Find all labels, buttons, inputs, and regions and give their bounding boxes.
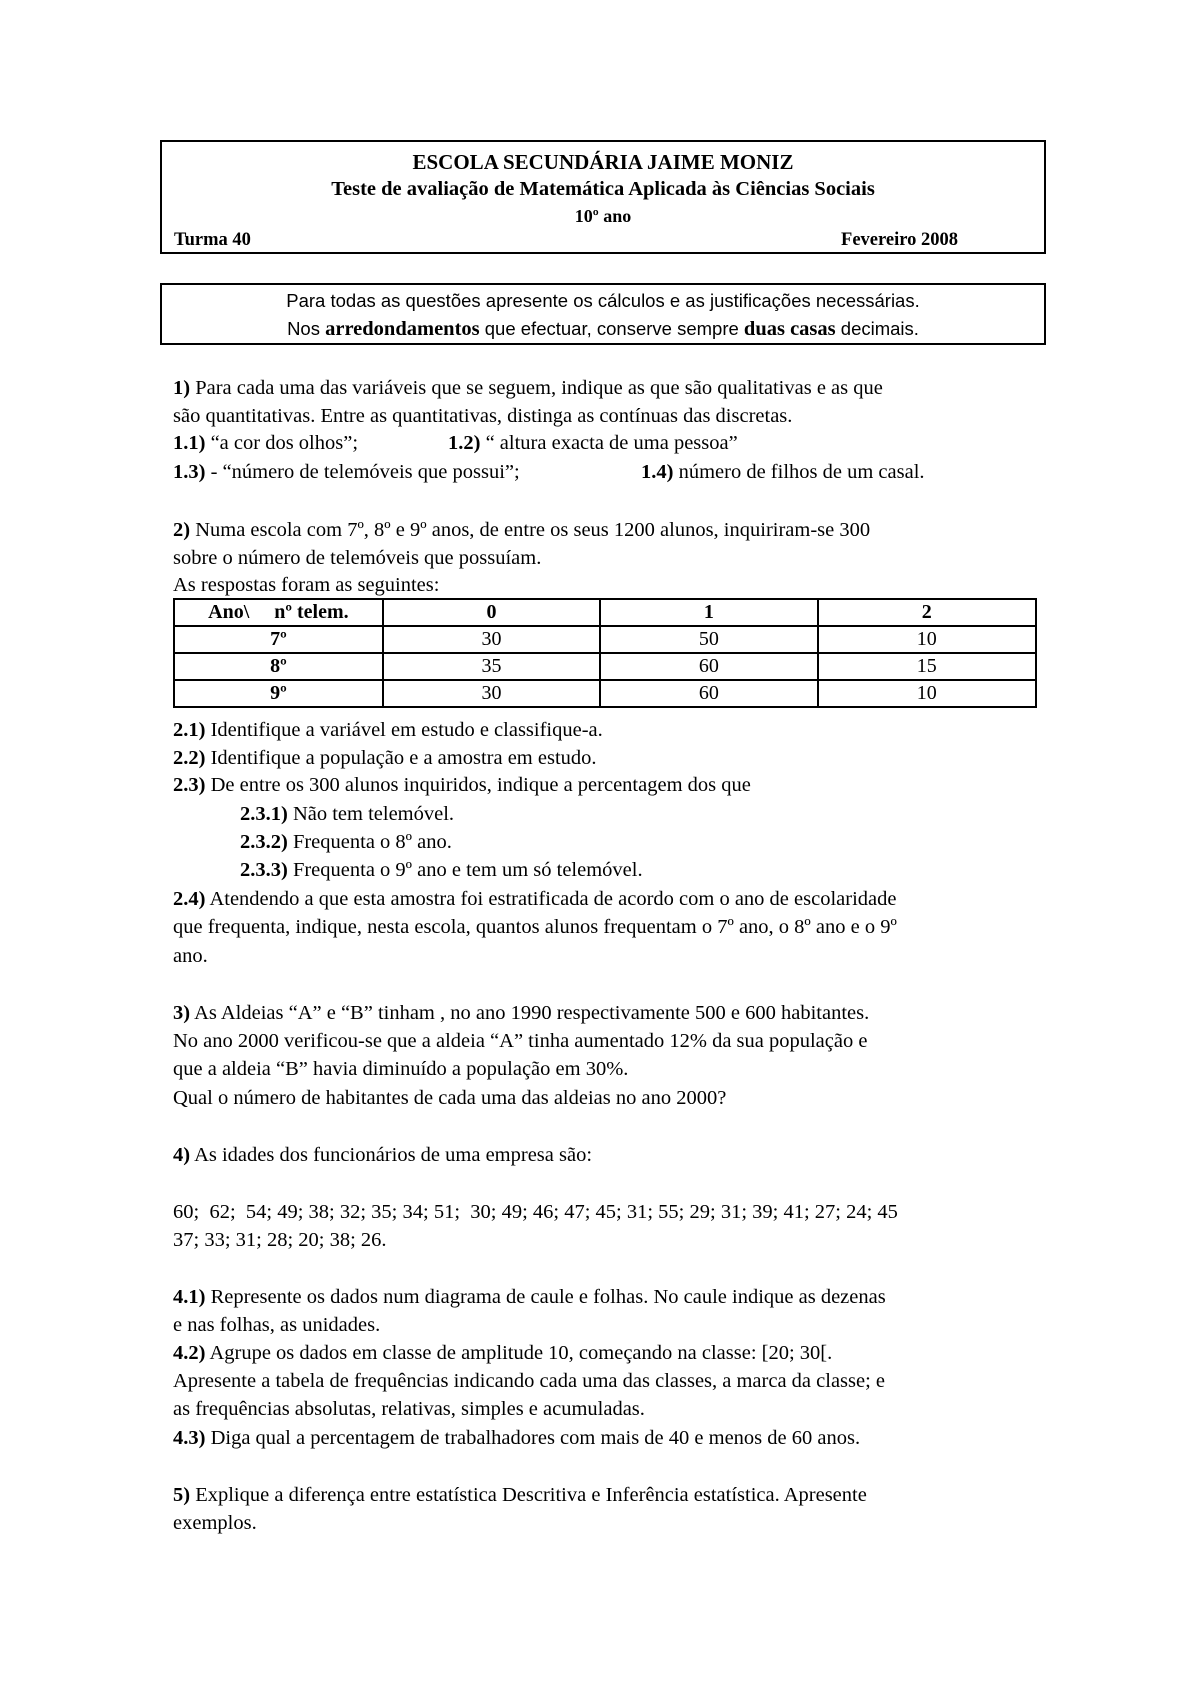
q2-1-text: Identifique a variável em estudo e classifique-a.	[205, 719, 603, 741]
q2-line-3: As respostas foram as seguintes:	[173, 574, 440, 596]
q3-line-1	[173, 1000, 869, 1026]
q2-3	[173, 772, 751, 798]
q2-3-2	[240, 829, 452, 855]
q2-3-3	[240, 857, 643, 883]
q1-1-number: 1.1)	[173, 432, 206, 454]
table-row	[174, 680, 1036, 707]
q2-3-text: De entre os 300 alunos inquiridos, indique a percentagem dos que	[205, 774, 751, 796]
header-box	[160, 140, 1046, 254]
q1-line-2: são quantitativas. Entre as quantitativas, distinga as contínuas das discretas.	[173, 405, 793, 427]
q2-1-number: 2.1)	[173, 719, 206, 741]
q5-number: 5)	[173, 1484, 191, 1506]
q2-2-text: Identifique a população e a amostra em estudo.	[205, 747, 597, 769]
instr-text: que efectuar, conserve sempre	[479, 318, 744, 339]
q1-sub-1-2	[173, 430, 358, 456]
table-cell: 15	[818, 653, 1036, 680]
table-header-cell: 1	[600, 599, 817, 626]
table-cell: 7º	[174, 626, 383, 653]
q2-3-3-text: Frequenta o 9º ano e tem um só telemóvel.	[287, 859, 643, 881]
instructions-box	[160, 283, 1046, 345]
table-cell: 30	[383, 626, 600, 653]
q4-2-line-3: as frequências absolutas, relativas, simples e acumuladas.	[173, 1398, 645, 1420]
q2-2	[173, 745, 597, 771]
q3-line-2: No ano 2000 verificou-se que a aldeia “A” tinha aumentado 12% da sua população e	[173, 1030, 868, 1052]
instr-text: decimais.	[835, 318, 919, 339]
grade-level: 10º ano	[574, 206, 632, 226]
q1-2-text: “ altura exacta de uma pessoa”	[480, 432, 738, 454]
table-row	[174, 626, 1036, 653]
table-cell: 50	[600, 626, 817, 653]
q1-sub-4	[641, 459, 925, 485]
q2-2-number: 2.2)	[173, 747, 206, 769]
q2-1	[173, 717, 603, 743]
q2-3-1	[240, 801, 454, 827]
q2-4-text: Atendendo a que esta amostra foi estratificada de acordo com o ano de escolaridade	[205, 888, 897, 910]
q4-3-text: Diga qual a percentagem de trabalhadores com mais de 40 e menos de 60 anos.	[205, 1427, 861, 1449]
q4-3-number: 4.3)	[173, 1427, 206, 1449]
q2-3-3-number: 2.3.3)	[240, 859, 288, 881]
q1-sub-2	[448, 430, 738, 456]
q1-1-text: “a cor dos olhos”;	[205, 432, 359, 454]
q4-2-line-1	[173, 1340, 832, 1366]
q1-number: 1)	[173, 377, 191, 399]
q1-line-1	[173, 375, 883, 401]
q4-data-line-1: 60; 62; 54; 49; 38; 32; 35; 34; 51; 30; 49; 46; 47; 45; 31; 55; 29; 31; 39; 41; 27; 24; 45	[173, 1201, 898, 1223]
q2-3-2-number: 2.3.2)	[240, 831, 288, 853]
q1-text: Para cada uma das variáveis que se seguem, indique as que são qualitativas e as que	[190, 377, 883, 399]
q3-line-3: que a aldeia “B” havia diminuído a população em 30%.	[173, 1058, 629, 1080]
q5-line-1	[173, 1482, 867, 1508]
table-header-cell: 2	[818, 599, 1036, 626]
q4-number: 4)	[173, 1144, 191, 1166]
instr-bold: duas casas	[743, 318, 836, 340]
q1-3-text: - “número de telemóveis que possui”;	[205, 461, 520, 483]
q5-line-2: exemplos.	[173, 1512, 257, 1534]
school-name: ESCOLA SECUNDÁRIA JAIME MONIZ	[412, 150, 794, 174]
q4-1-text: Represente os dados num diagrama de caule e folhas. No caule indique as dezenas	[205, 1286, 886, 1308]
test-date: Fevereiro 2008	[841, 230, 958, 250]
table-cell: 10	[818, 626, 1036, 653]
table-cell: 60	[600, 653, 817, 680]
q4-1-line-1	[173, 1284, 886, 1310]
q1-4-text: número de filhos de um casal.	[673, 461, 925, 483]
q4-text: As idades dos funcionários de uma empresa são:	[190, 1144, 593, 1166]
table-cell: 35	[383, 653, 600, 680]
instr-text: Nos	[287, 318, 326, 339]
table-row	[174, 653, 1036, 680]
table-cell: 60	[600, 680, 817, 707]
instructions-line-1: Para todas as questões apresente os cálculos e as justificações necessárias.	[286, 290, 920, 311]
q4-intro	[173, 1142, 592, 1168]
q2-3-2-text: Frequenta o 8º ano.	[287, 831, 452, 853]
q5-text: Explique a diferença entre estatística Descritiva e Inferência estatística. Apresente	[190, 1484, 867, 1506]
q2-3-1-number: 2.3.1)	[240, 803, 288, 825]
q2-line-1	[173, 517, 870, 543]
test-title: Teste de avaliação de Matemática Aplicada às Ciências Sociais	[331, 178, 875, 200]
table-header-row	[174, 599, 1036, 626]
q3-number: 3)	[173, 1002, 191, 1024]
q2-text: Numa escola com 7º, 8º e 9º anos, de entre os seus 1200 alunos, inquiriram-se 300	[190, 519, 871, 541]
q3-line-4: Qual o número de habitantes de cada uma das aldeias no ano 2000?	[173, 1087, 727, 1109]
q4-data-line-2: 37; 33; 31; 28; 20; 38; 26.	[173, 1229, 387, 1251]
table-header-cell: Ano\ nº telem.	[174, 599, 383, 626]
q3-text: As Aldeias “A” e “B” tinham , no ano 1990 respectivamente 500 e 600 habitantes.	[190, 1002, 870, 1024]
q4-1-line-2: e nas folhas, as unidades.	[173, 1314, 381, 1336]
q4-2-text: Agrupe os dados em classe de amplitude 10, começando na classe: [20; 30[.	[205, 1342, 833, 1364]
q2-4-line-3: ano.	[173, 945, 208, 967]
q1-4-number: 1.4)	[641, 461, 674, 483]
class-label: Turma 40	[174, 230, 251, 250]
instr-bold: arredondamentos	[325, 318, 480, 340]
q4-2-number: 4.2)	[173, 1342, 206, 1364]
q4-1-number: 4.1)	[173, 1286, 206, 1308]
frequency-table	[173, 598, 1037, 708]
q2-number: 2)	[173, 519, 191, 541]
table-cell: 8º	[174, 653, 383, 680]
q4-3	[173, 1425, 860, 1451]
q1-3-number: 1.3)	[173, 461, 206, 483]
q4-2-line-2: Apresente a tabela de frequências indicando cada uma das classes, a marca da classe; e	[173, 1370, 886, 1392]
table-header-cell: 0	[383, 599, 600, 626]
q2-3-number: 2.3)	[173, 774, 206, 796]
q2-4-line-2: que frequenta, indique, nesta escola, quantos alunos frequentam o 7º ano, o 8º ano e o 9º	[173, 916, 897, 938]
q2-4-line-1	[173, 886, 896, 912]
q1-sub-3	[173, 459, 520, 485]
instructions-line-2	[162, 315, 1044, 343]
q2-line-2: sobre o número de telemóveis que possuíam.	[173, 547, 542, 569]
q2-4-number: 2.4)	[173, 888, 206, 910]
table-cell: 9º	[174, 680, 383, 707]
table-cell: 30	[383, 680, 600, 707]
table-cell: 10	[818, 680, 1036, 707]
q1-2-number: 1.2)	[448, 432, 481, 454]
q2-3-1-text: Não tem telemóvel.	[287, 803, 455, 825]
